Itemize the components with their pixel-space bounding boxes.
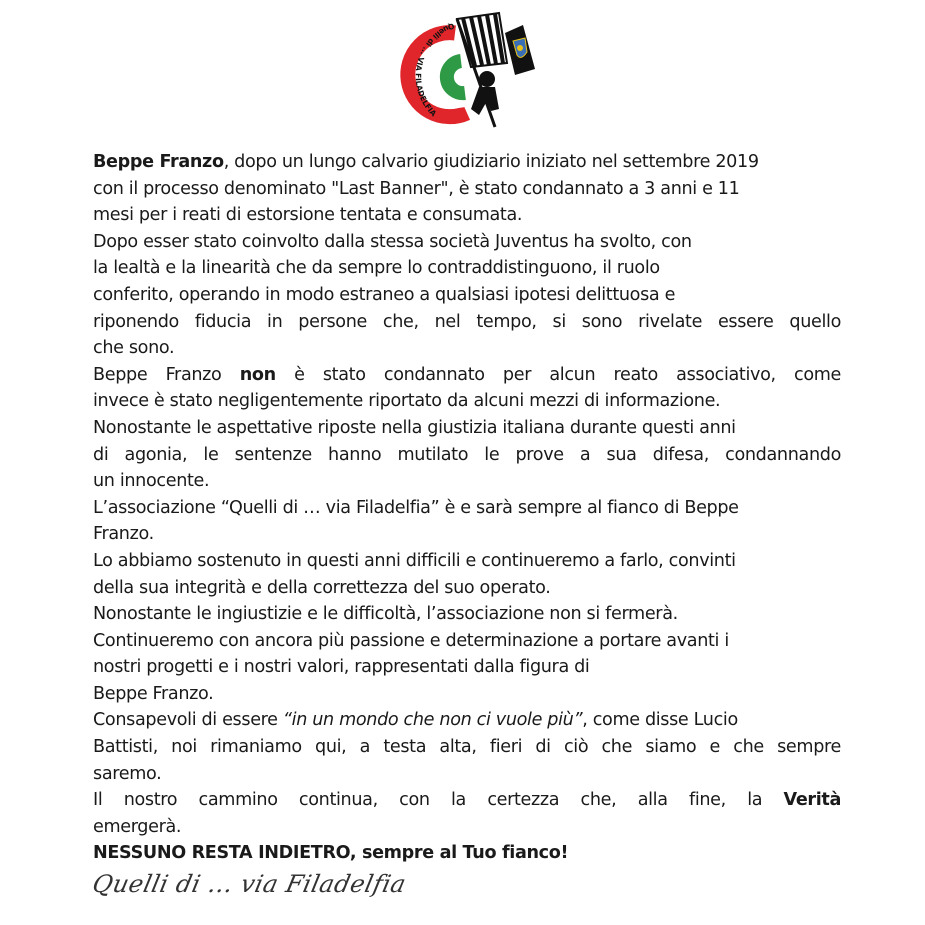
logo-figure-body: [471, 87, 499, 115]
text-line: un innocente.: [93, 471, 210, 492]
statement-body: [93, 149, 841, 867]
text-line: Beppe Franzo, dopo un lungo calvario giudiziario iniziato nel settembre 2019: [93, 152, 759, 172]
logo-graphic: [395, 5, 545, 135]
text-line: Dopo esser stato coinvolto dalla stessa società Juventus ha svolto, con: [93, 231, 692, 252]
text-line: invece è stato negligentemente riportato da alcuni mezzi di informazione.: [93, 391, 721, 412]
text-line: emergerà.: [93, 816, 182, 837]
logo-arc-text: Quelli di ... VIA FILADELFIA: [413, 21, 456, 119]
text-line: Lo abbiamo sostenuto in questi anni difficili e continueremo a farlo, convinti: [93, 550, 736, 571]
text-line: saremo.: [93, 763, 162, 784]
text-line: Battisti, noi rimaniamo qui, a testa alta, fieri di ciò che siamo e che sempre: [93, 737, 841, 758]
text-line: nostri progetti e i nostri valori, rappresentati dalla figura di: [93, 657, 590, 678]
signature: Quelli di ... via Filadelfia: [90, 870, 409, 898]
text-line: la lealtà e la linearità che da sempre lo contraddistinguono, il ruolo: [93, 258, 660, 279]
association-logo: [395, 5, 545, 135]
text-line: L’associazione “Quelli di … via Filadelfia” è e sarà sempre al fianco di Beppe: [93, 497, 739, 518]
text-line: mesi per i reati di estorsione tentata e consumata.: [93, 205, 523, 226]
closing-slogan: NESSUNO RESTA INDIETRO, sempre al Tuo fianco!: [93, 843, 569, 864]
text-line: Il nostro cammino continua, con la certezza che, alla fine, la Verità: [93, 790, 841, 811]
verita-bold: Verità: [783, 790, 841, 811]
text-line: conferito, operando in modo estraneo a qualsiasi ipotesi delittuosa e: [93, 284, 676, 305]
text-line: Beppe Franzo.: [93, 683, 214, 704]
name-bold: Beppe Franzo: [93, 152, 224, 172]
text-line: Consapevoli di essere “in un mondo che non ci vuole più”, come disse Lucio: [93, 710, 738, 731]
logo-bull: [517, 45, 523, 51]
text-line: Franzo.: [93, 524, 154, 545]
text-line: Continueremo con ancora più passione e determinazione a portare avanti i: [93, 630, 729, 651]
text-line: di agonia, le sentenze hanno mutilato le prove a sua difesa, condannando: [93, 444, 841, 465]
battisti-quote: “in un mondo che non ci vuole più”: [282, 710, 583, 731]
text-line: Nonostante le ingiustizie e le difficoltà, l’associazione non si fermerà.: [93, 604, 678, 625]
text-line: Nonostante le aspettative riposte nella giustizia italiana durante questi anni: [93, 417, 736, 438]
text-line: della sua integrità e della correttezza del suo operato.: [93, 577, 551, 598]
text-line: Beppe Franzo non è stato condannato per alcun reato associativo, come: [93, 364, 841, 385]
logo-green-arc: [447, 61, 465, 93]
text-line: che sono.: [93, 338, 175, 359]
non-bold: non: [239, 364, 276, 385]
text-line: riponendo fiducia in persone che, nel tempo, si sono rivelate essere quello: [93, 311, 841, 332]
text-line: con il processo denominato "Last Banner", è stato condannato a 3 anni e 11: [93, 178, 740, 199]
logo-figure-head: [479, 71, 495, 87]
